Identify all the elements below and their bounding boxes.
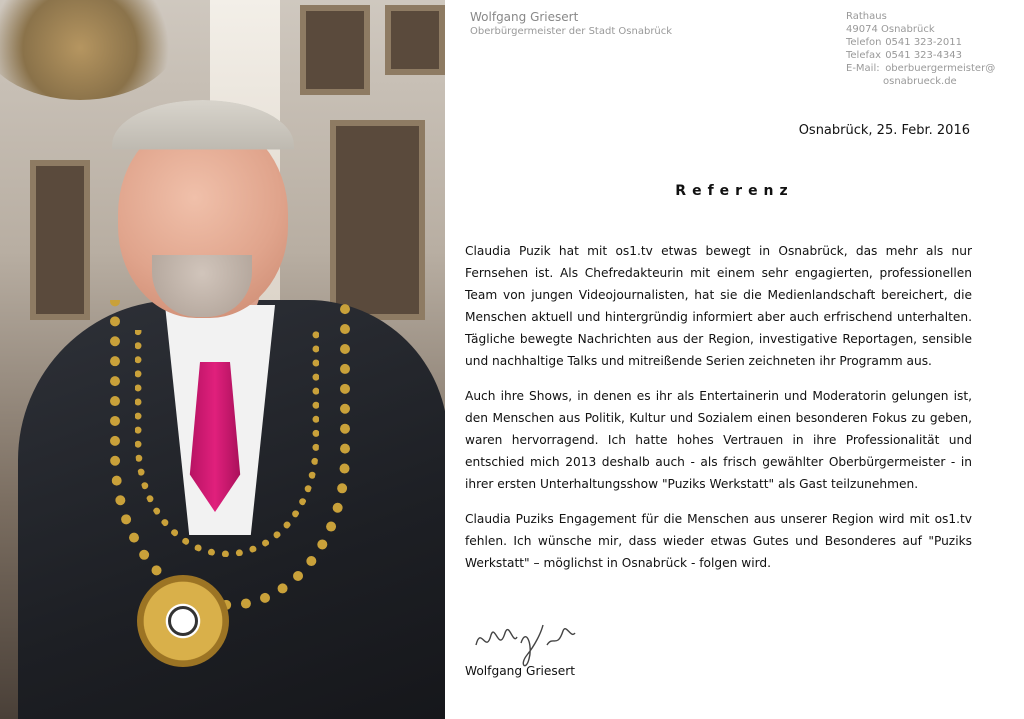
osnabrueck-wheel-emblem bbox=[168, 606, 198, 636]
contact-line2: 49074 Osnabrück bbox=[846, 24, 935, 35]
letter-body bbox=[465, 240, 972, 587]
paragraph: Claudia Puziks Engagement für die Menschen aus unserer Region wird mit os1.tv fehlen. Ich wünsche mir, dass wieder etwas Gutes und Besonderes auf "Puziks Werkstatt" – möglichst in Osnabrück - folgen wird. bbox=[465, 512, 972, 570]
letter-date: Osnabrück, 25. Febr. 2016 bbox=[798, 123, 970, 138]
contact-line1: Rathaus bbox=[846, 11, 887, 22]
wall-painting bbox=[300, 5, 370, 95]
contact-fax-row bbox=[846, 49, 995, 62]
phone-number: 0541 323-2011 bbox=[885, 37, 962, 48]
letterhead-contact bbox=[846, 10, 995, 88]
chain-of-office-inner bbox=[135, 330, 319, 557]
email-label: E-Mail: bbox=[846, 63, 880, 74]
wall-painting bbox=[330, 120, 425, 320]
fax-label: Telefax bbox=[846, 50, 882, 61]
fax-number: 0541 323-4343 bbox=[885, 50, 962, 61]
chandelier bbox=[0, 0, 180, 100]
letter-heading: Referenz bbox=[675, 183, 794, 199]
letterhead-name: Wolfgang Griesert bbox=[470, 10, 579, 24]
wall-painting bbox=[30, 160, 90, 320]
phone-label: Telefon bbox=[846, 37, 882, 48]
contact-phone-row bbox=[846, 36, 995, 49]
portrait-photo bbox=[0, 0, 445, 719]
paragraph: Auch ihre Shows, in denen es ihr als Entertainerin und Moderatorin gelungen ist, den Menschen aus Politik, Kultur und Sozialem einen besonderen Fokus zu geben, waren hervorragend. Ich hatte hohes Vertrauen in ihre Professionalität und entschied mich 2013 deshalb auch - als frisch gewählter Oberbürgermeister - in ihrer ersten Unterhaltungsshow "Puziks Werkstatt" als Gast teilzunehmen. bbox=[465, 389, 972, 491]
contact-email-row bbox=[846, 62, 995, 75]
email-address-part1: oberbuergermeister@ bbox=[885, 63, 996, 74]
signoff-name: Wolfgang Griesert bbox=[465, 664, 575, 678]
email-address-part2: osnabrueck.de bbox=[883, 76, 957, 87]
paragraph: Claudia Puzik hat mit os1.tv etwas bewegt in Osnabrück, das mehr als nur Fernsehen ist. Als Chefredakteurin mit einem sehr engagierten, professionellen Team von jungen Videojournalisten, hat sie die Medienlandschaft bereichert, die Menschen aktuell und hintergründig informiert aber auch erfrischend unterhalten. Tägliche bewegte Nachrichten aus der Region, investigative Reportagen, sensible und nachhaltige Talks und mitreißende Serien zeichneten ihr Programm aus. bbox=[465, 244, 972, 368]
wall-painting bbox=[385, 5, 445, 75]
reference-letter bbox=[445, 0, 1024, 719]
letterhead-title: Oberbürgermeister der Stadt Osnabrück bbox=[470, 26, 673, 37]
